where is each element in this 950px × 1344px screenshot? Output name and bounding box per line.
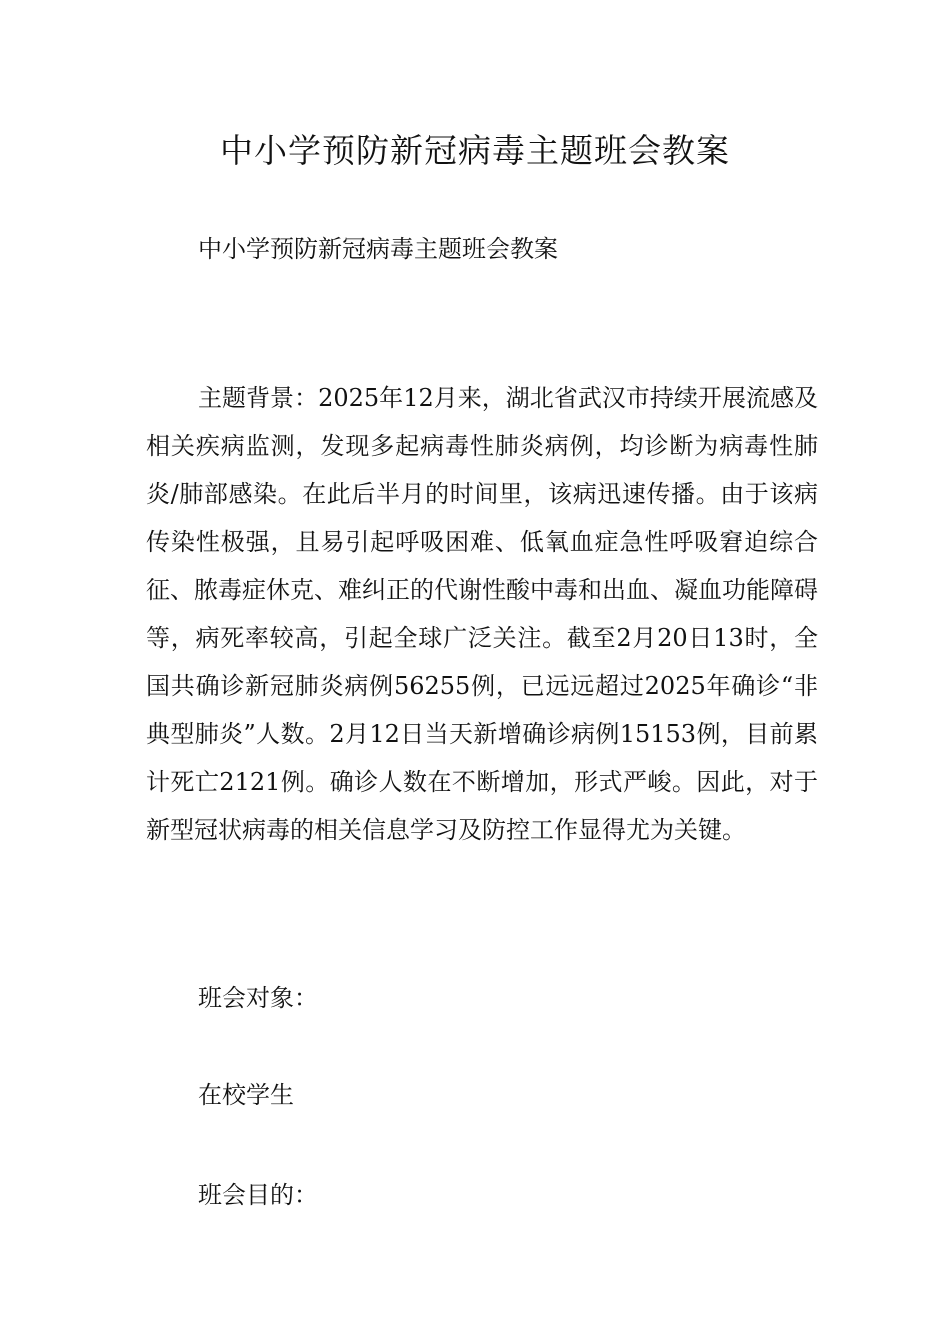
- document-title: 中小学预防新冠病毒主题班会教案: [220, 131, 730, 170]
- document-subtitle: 中小学预防新冠病毒主题班会教案: [198, 235, 558, 263]
- target-value: 在校学生: [198, 1081, 294, 1109]
- target-label: 班会对象：: [198, 984, 318, 1012]
- purpose-label: 班会目的：: [198, 1181, 318, 1209]
- background-paragraph: 主题背景：2025年12月来，湖北省武汉市持续开展流感及相关疾病监测，发现多起病毒性肺炎病例，均诊断为病毒性肺炎/肺部感染。在此后半月的时间里，该病迅速传播。由于该病传染性极强，且易引起呼吸困难、低氧血症急性呼吸窘迫综合征、脓毒症休克、难纠正的代谢性酸中毒和出血、凝血功能障碍等，病死率较高，引起全球广泛关注。截至2月20日13时，全国共确诊新冠肺炎病例56255例，已远远超过2025年确诊“非典型肺炎”人数。2月12日当天新增确诊病例15153例，目前累计死亡2121例。确诊人数在不断增加，形式严峻。因此，对于新型冠状病毒的相关信息学习及防控工作显得尤为关键。: [146, 384, 818, 844]
